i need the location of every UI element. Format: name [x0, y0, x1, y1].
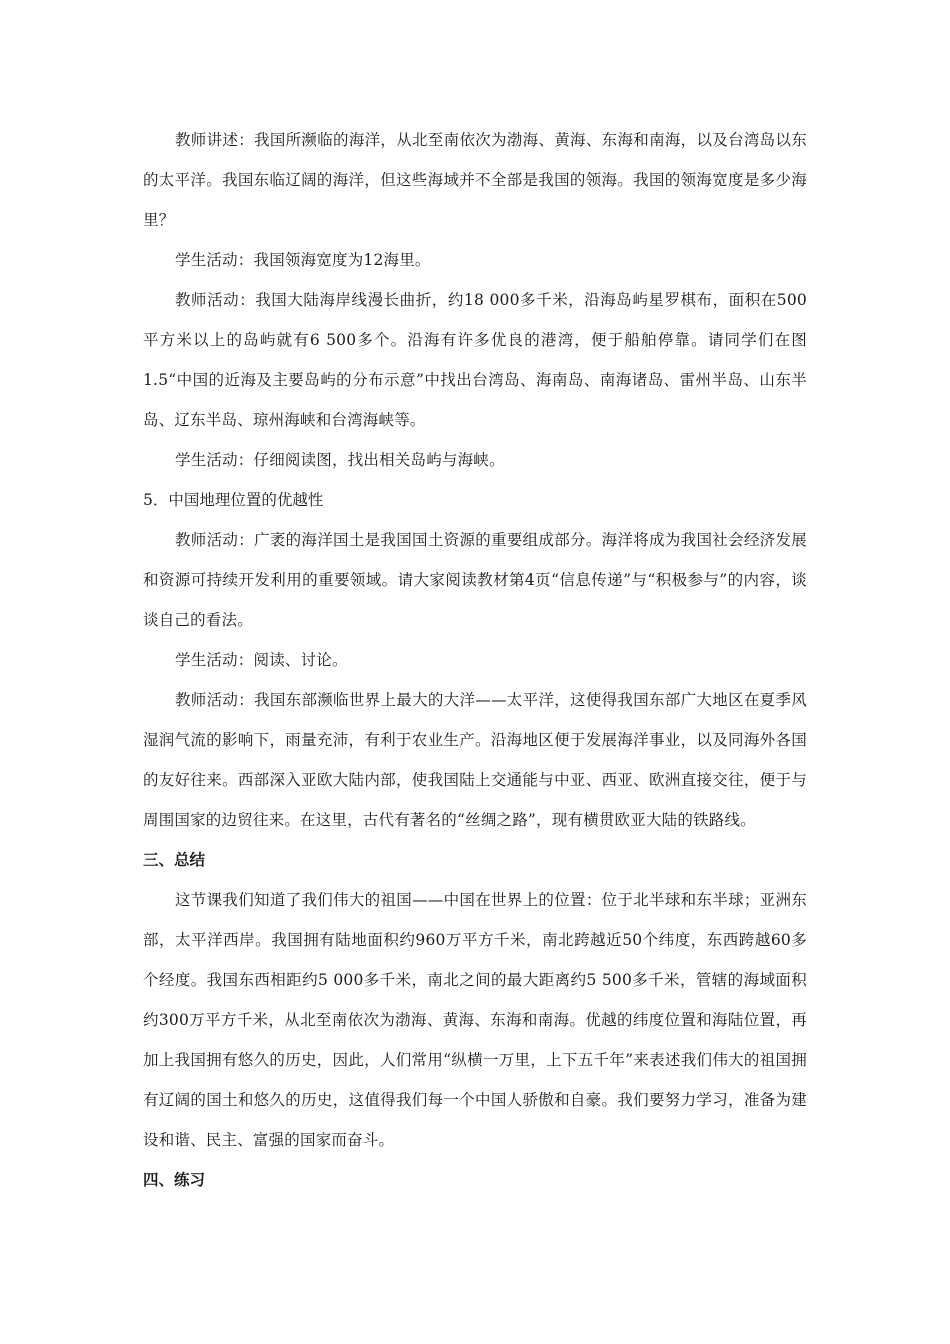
section-heading-exercise: 四、练习	[143, 1171, 206, 1189]
section-heading-summary: 三、总结	[143, 851, 206, 869]
paragraph-student-read-map: 学生活动：仔细阅读图，找出相关岛屿与海峡。	[175, 451, 505, 469]
paragraph-student-territorial-sea: 学生活动：我国领海宽度为12海里。	[175, 251, 431, 269]
paragraph-summary: 这节课我们知道了我们伟大的祖国——中国在世界上的位置：位于北半球和东半球；亚洲东部，太平洋西岸。我国拥有陆地面积约960万平方千米，南北跨越近50个纬度，东西跨越60多个经度。我国东西相距约5 000多千米，南北之间的最大距离约5 500多千米，管辖的海域面积约300万平方千米，从北至南依次为渤海、黄海、东海和南海。优越的纬度位置和海陆位置，再加上我国拥有悠久的历史，因此，人们常用“纵横一万里，上下五千年”来表述我们伟大的祖国拥有辽阔的国土和悠久的历史，这值得我们每一个中国人骄傲和自豪。我们要努力学习，准备为建设和谐、民主、富强的国家而奋斗。	[143, 891, 807, 1149]
paragraph-teacher-narration-seas: 教师讲述：我国所濒临的海洋，从北至南依次为渤海、黄海、东海和南海，以及台湾岛以东的太平洋。我国东临辽阔的海洋，但这些海域并不全部是我国的领海。我国的领海宽度是多少海里？	[143, 131, 807, 229]
section-heading-advantages: 5．中国地理位置的优越性	[143, 491, 324, 509]
paragraph-student-discuss: 学生活动：阅读、讨论。	[175, 651, 348, 669]
document-page	[143, 120, 807, 1200]
paragraph-teacher-coastline: 教师活动：我国大陆海岸线漫长曲折，约18 000多千米，沿海岛屿星罗棋布，面积在500平方米以上的岛屿就有6 500多个。沿海有许多优良的港湾，便于船舶停靠。请同学们在图1.5“中国的近海及主要岛屿的分布示意”中找出台湾岛、海南岛、南海诸岛、雷州半岛、山东半岛、辽东半岛、琼州海峡和台湾海峡等。	[143, 291, 807, 429]
paragraph-teacher-pacific: 教师活动：我国东部濒临世界上最大的大洋——太平洋，这使得我国东部广大地区在夏季风湿润气流的影响下，雨量充沛，有利于农业生产。沿海地区便于发展海洋事业，以及同海外各国的友好往来。西部深入亚欧大陆内部，使我国陆上交通能与中亚、西亚、欧洲直接交往，便于与周围国家的边贸往来。在这里，古代有著名的“丝绸之路”，现有横贯欧亚大陆的铁路线。	[143, 691, 807, 829]
paragraph-teacher-ocean-resources: 教师活动：广袤的海洋国土是我国国土资源的重要组成部分。海洋将成为我国社会经济发展和资源可持续开发利用的重要领域。请大家阅读教材第4页“信息传递”与“积极参与”的内容，谈谈自己的看法。	[143, 531, 807, 629]
